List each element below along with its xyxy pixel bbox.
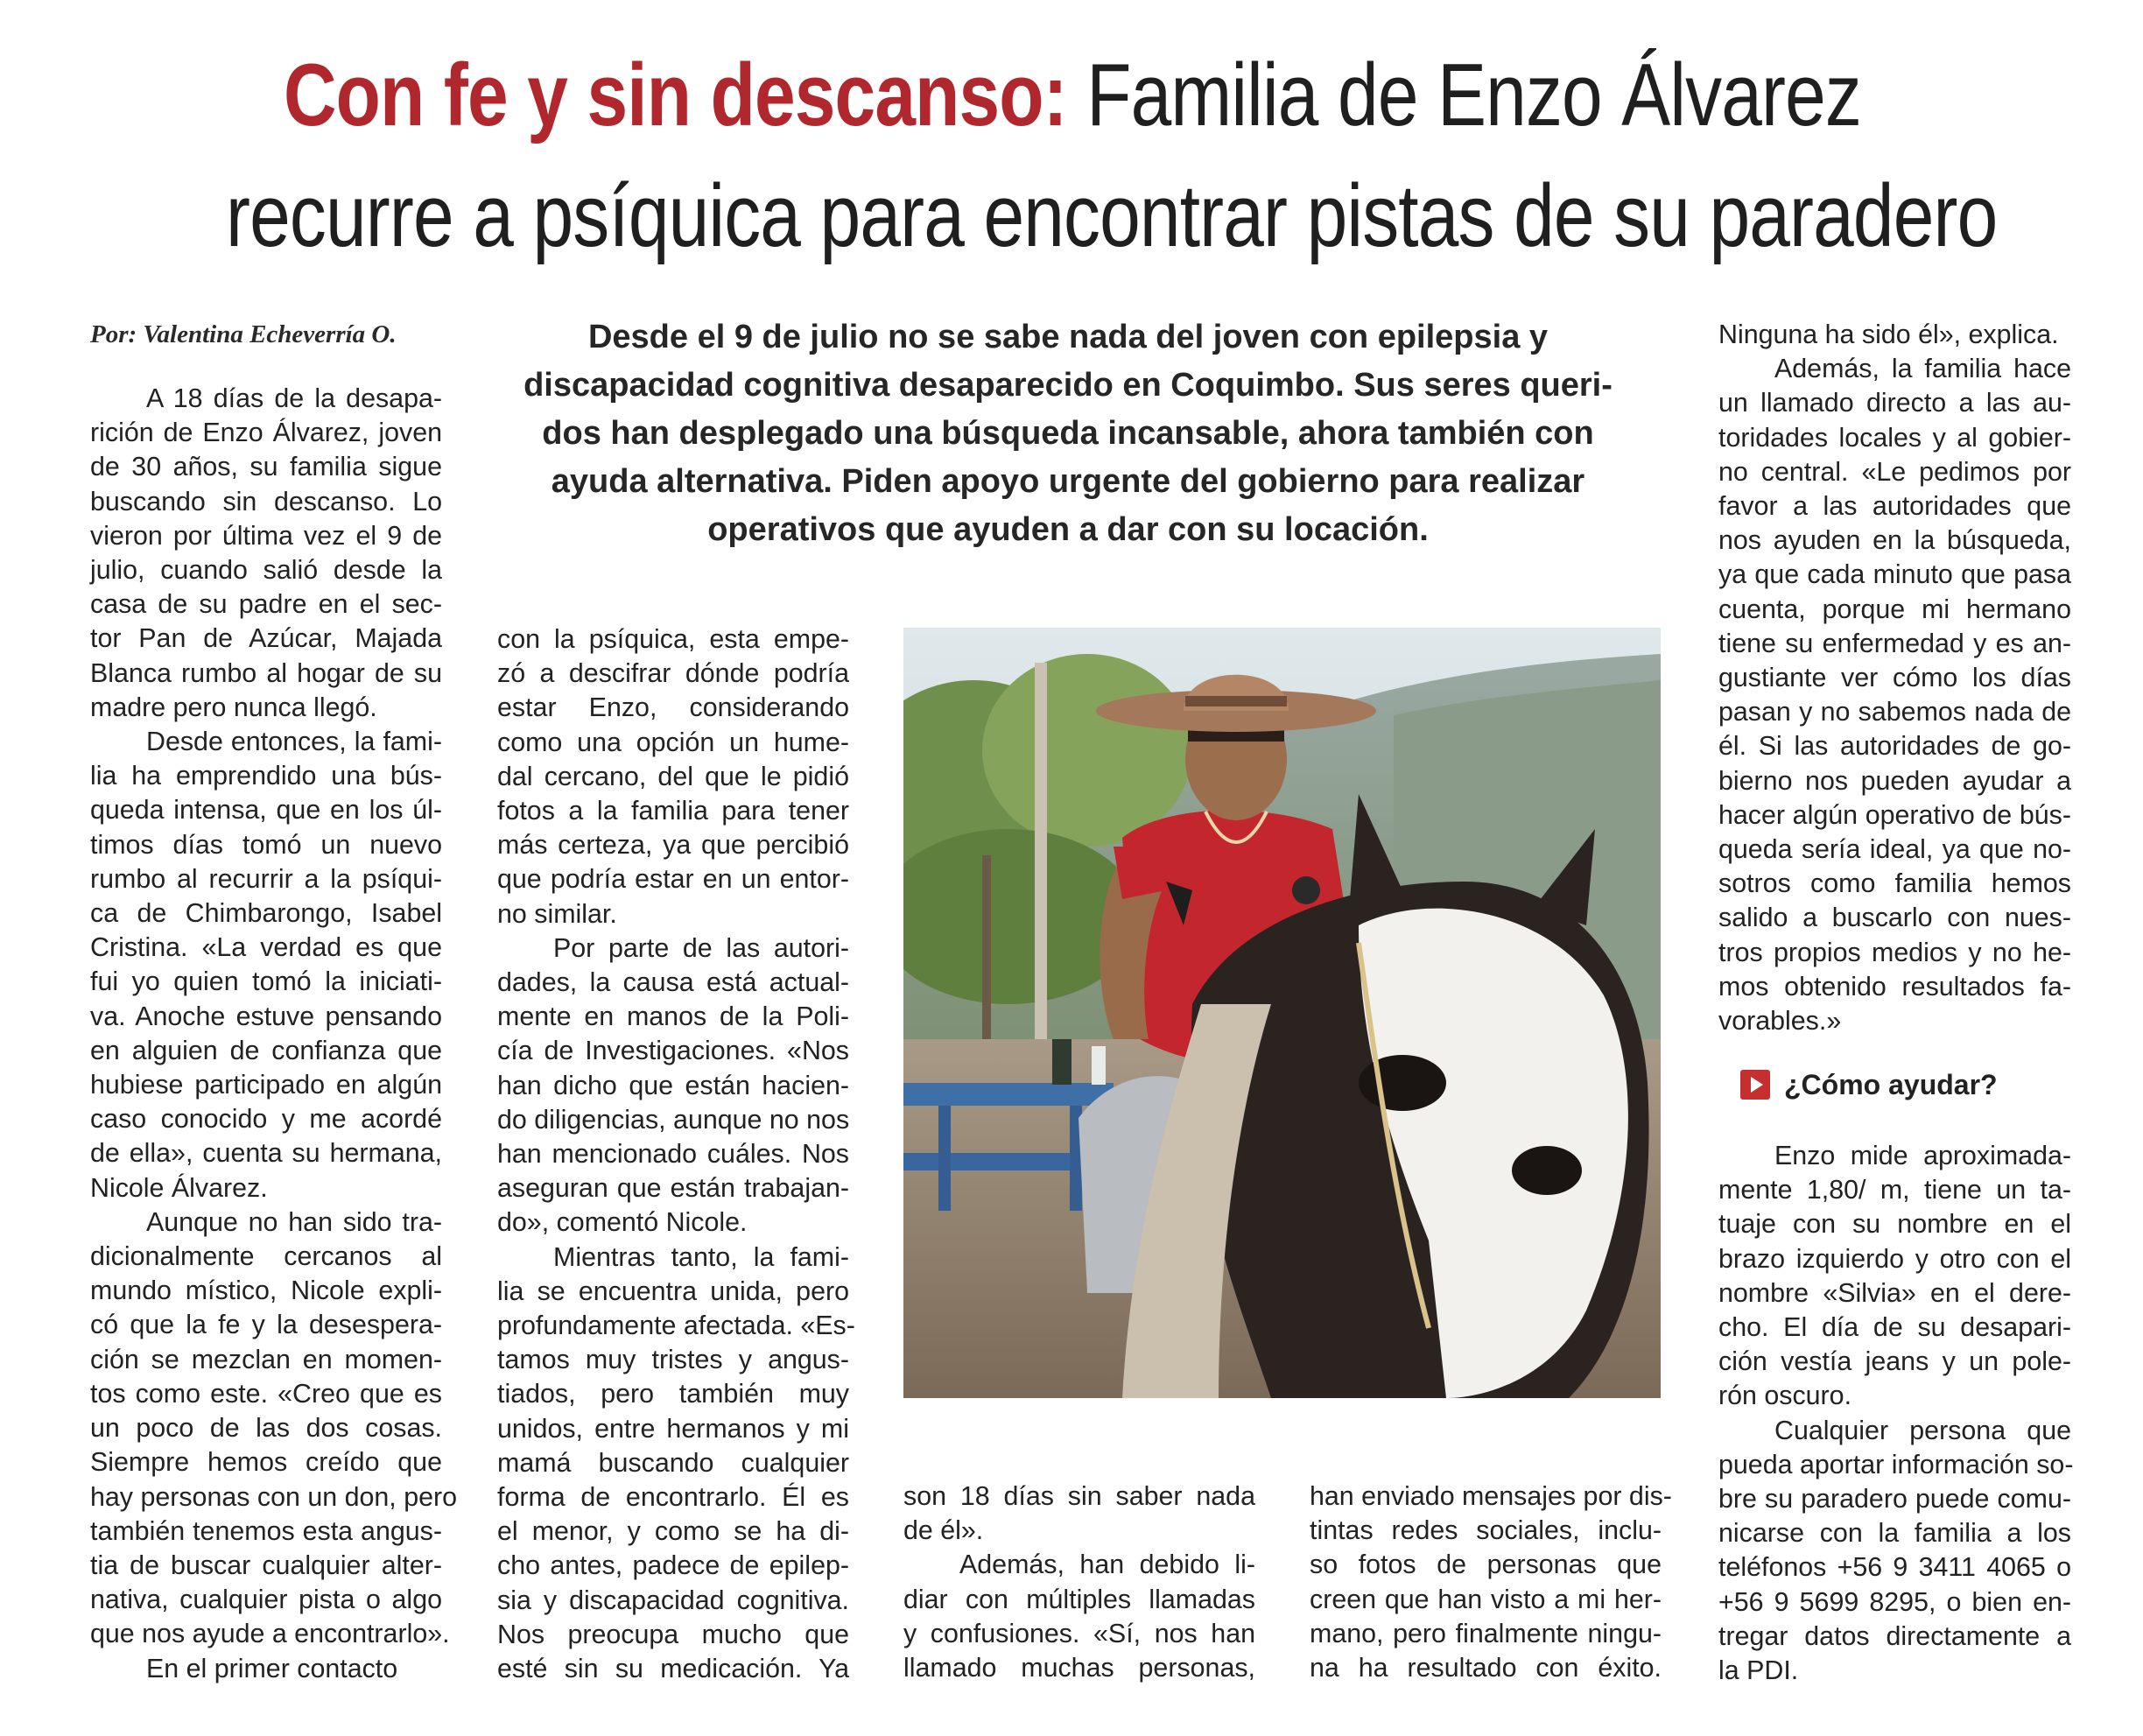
body-line: hacer algún operativo de bús-: [1718, 799, 2071, 830]
article-column-4: [1310, 1479, 1672, 1685]
body-line: profundamente afectada. «Es-: [497, 1311, 855, 1341]
body-line: dicionalmente cercanos al: [90, 1241, 442, 1272]
headline-line-1: [226, 35, 1919, 156]
body-line: queda intensa, que en los úl-: [90, 795, 442, 826]
body-line: de él».: [903, 1515, 984, 1546]
body-line: gustiante ver cómo los días: [1718, 663, 2071, 693]
body-line: diar con múltiples llamadas: [903, 1584, 1255, 1614]
body-line: Además, han debido li-: [959, 1550, 1255, 1580]
body-line: Nos preocupa mucho que: [497, 1619, 849, 1649]
body-line: tos como este. «Creo que es: [90, 1378, 442, 1409]
body-line: va. Anoche estuve pensando: [90, 1001, 442, 1031]
body-line: un llamado directo a las au-: [1718, 388, 2071, 418]
subhead-text: ¿Cómo ayudar?: [1784, 1069, 1998, 1100]
body-line: son 18 días sin saber nada: [903, 1481, 1255, 1511]
body-line: Aunque no han sido tra-: [146, 1206, 442, 1237]
body-line: lia ha emprendido una bús-: [90, 761, 442, 791]
body-line: ya que cada minuto que pasa: [1718, 559, 2071, 590]
body-line: Siempre hemos creído que: [90, 1447, 442, 1478]
body-line: que podría estar en un entor-: [497, 864, 849, 895]
body-line: salido a buscarlo con nues-: [1718, 903, 2071, 933]
headline-rest: Familia de Enzo Álvarez: [1066, 46, 1862, 144]
body-line: ción vestía jeans y un pole-: [1718, 1346, 2071, 1377]
body-line: do diligencias, aunque no nos: [497, 1104, 850, 1135]
body-line: rición de Enzo Álvarez, joven: [90, 418, 442, 448]
body-line: él. Si las autoridades de go-: [1718, 731, 2071, 762]
body-line: madre pero nunca llegó.: [90, 692, 377, 722]
body-line: tamos muy tristes y angus-: [497, 1345, 849, 1375]
lead-line: operativos que ayuden a dar con su locación.: [707, 511, 1429, 548]
body-line: ca de Chimbarongo, Isabel: [90, 898, 442, 929]
body-line: unidos, entre hermanos y mi: [497, 1413, 849, 1444]
body-line: mano, pero finalmente ningu-: [1310, 1618, 1662, 1648]
body-line: esté sin su medicación. Ya: [497, 1654, 849, 1684]
body-line: estar Enzo, considerando: [497, 692, 849, 723]
body-line: tintas redes sociales, inclu-: [1310, 1515, 1662, 1546]
body-line: tregar datos directamente a: [1718, 1620, 2071, 1651]
body-line: A 18 días de la desapa-: [146, 383, 442, 413]
body-line: un poco de las dos cosas.: [90, 1413, 442, 1444]
body-line: do», comentó Nicole.: [497, 1207, 748, 1238]
body-line: más certeza, ya que percibió: [497, 830, 849, 861]
body-line: y confusiones. «Sí, nos han: [903, 1618, 1255, 1648]
body-line: rumbo al recurrir a la psíqui-: [90, 863, 442, 894]
body-line: rón oscuro.: [1718, 1381, 1852, 1411]
body-line: Cualquier persona que: [1774, 1415, 2071, 1445]
lead-line: ayuda alternativa. Piden apoyo urgente del gobierno para realizar: [551, 463, 1585, 500]
body-line: cuenta, porque mi hermano: [1718, 594, 2071, 624]
body-line: hay personas con un don, pero: [90, 1481, 458, 1512]
lead-paragraph: [499, 313, 1637, 554]
body-line: mente en manos de la Poli-: [497, 1002, 849, 1032]
body-line: cía de Investigaciones. «Nos: [497, 1036, 849, 1066]
body-line: el menor, y como se ha di-: [497, 1516, 849, 1547]
body-line: Además, la familia hace: [1774, 354, 2071, 384]
body-line: han dicho que están hacien-: [497, 1070, 849, 1100]
body-line: bierno nos pueden ayudar a: [1718, 765, 2071, 796]
how-to-help-subhead: [1740, 1067, 1998, 1102]
body-line: también tenemos esta angus-: [90, 1515, 442, 1546]
body-line: aseguran que están trabajan-: [497, 1173, 849, 1204]
article-photo: [903, 628, 1661, 1398]
headline: [226, 35, 1998, 277]
article-column-1: [90, 382, 458, 1686]
article-column-5: [1718, 318, 2071, 1038]
body-line: pueda aportar información so-: [1718, 1449, 2074, 1479]
body-line: nativa, cualquier pista o algo: [90, 1585, 442, 1615]
body-line: lia se encuentra unida, pero: [497, 1276, 849, 1306]
body-line: teléfonos +56 9 3411 4065 o: [1718, 1552, 2071, 1583]
body-line: no similar.: [497, 898, 617, 929]
body-line: la PDI.: [1718, 1655, 1799, 1686]
body-line: tor Pan de Azúcar, Majada: [90, 623, 442, 654]
body-line: pasan y no sabemos nada de: [1718, 697, 2071, 727]
body-line: Mientras tanto, la fami-: [553, 1241, 849, 1272]
body-line: con la psíquica, esta empe-: [497, 624, 849, 654]
body-line: como una opción un hume-: [497, 727, 849, 757]
body-line: timos días tomó un nuevo: [90, 829, 442, 860]
body-line: han mencionado cuáles. Nos: [497, 1139, 849, 1170]
body-line: có que la fe y la desespera-: [90, 1310, 442, 1340]
body-line: Por parte de las autori-: [553, 932, 849, 963]
lead-line: Desde el 9 de julio no se sabe nada del joven con epilepsia y: [587, 319, 1549, 355]
body-line: caso conocido y me acordé: [90, 1104, 442, 1135]
body-line: buscando sin descanso. Lo: [90, 486, 442, 517]
body-line: sotros como familia hemos: [1718, 868, 2071, 899]
article-column-2: [497, 622, 855, 1686]
body-line: mente 1,80/ m, tiene un ta-: [1718, 1175, 2071, 1205]
body-line: tiene su enfermedad y es an-: [1718, 628, 2071, 658]
body-line: En el primer contacto: [146, 1653, 398, 1683]
body-line: nombre «Silvia» en el dere-: [1718, 1277, 2071, 1308]
lead-line: discapacidad cognitiva desaparecido en Coquimbo. Sus seres queri-: [523, 367, 1613, 404]
body-line: Ninguna ha sido él», explica.: [1718, 320, 2059, 349]
body-line: nos ayuden en la búsqueda,: [1718, 525, 2071, 556]
article-column-3: [903, 1479, 1255, 1685]
body-line: julio, cuando salió desde la: [90, 555, 442, 586]
body-line: mundo místico, Nicole expli-: [90, 1276, 442, 1306]
body-line: dal cercano, del que le pidió: [497, 761, 849, 791]
body-line: creen que han visto a mi her-: [1310, 1584, 1662, 1614]
body-line: bre su paradero puede comu-: [1718, 1484, 2071, 1515]
byline: Por: Valentina Echeverría O.: [90, 320, 397, 348]
body-line: brazo izquierdo y otro con el: [1718, 1243, 2071, 1274]
body-line: de 30 años, su familia sigue: [90, 452, 442, 482]
body-line: que nos ayude a encontrarlo».: [90, 1619, 450, 1649]
body-line: no central. «Le pedimos por: [1718, 456, 2071, 487]
headline-kicker: Con fe y sin descanso:: [283, 46, 1067, 144]
body-line: han enviado mensajes por dis-: [1310, 1481, 1672, 1511]
play-arrow-icon: [1740, 1070, 1770, 1100]
body-line: fui yo quien tomó la iniciati-: [90, 966, 442, 997]
body-line: Blanca rumbo al hogar de su: [90, 657, 442, 688]
headline-line-2: recurre a psíquica para encontrar pistas de su paradero: [226, 167, 1998, 265]
body-line: tuaje con su nombre en el: [1718, 1209, 2071, 1240]
body-line: hubiese participado en algún: [90, 1070, 442, 1100]
body-line: fotos a la familia para tener: [497, 796, 849, 826]
lead-line: dos han desplegado una búsqueda incansable, ahora también con: [542, 415, 1594, 452]
body-line: cho antes, padece de epilep-: [497, 1550, 849, 1581]
body-line: toridades locales y al gobier-: [1718, 422, 2071, 453]
body-line: de ella», cuenta su hermana,: [90, 1138, 442, 1169]
body-line: ción se mezclan en momen-: [90, 1344, 442, 1374]
body-line: mamá buscando cualquier: [497, 1447, 849, 1478]
body-line: Cristina. «La verdad es que: [90, 932, 442, 963]
body-line: mos obtenido resultados fa-: [1718, 971, 2071, 1002]
body-line: Desde entonces, la fami-: [146, 727, 442, 757]
body-line: +56 9 5699 8295, o bien en-: [1718, 1586, 2071, 1617]
body-line: tiados, pero también muy: [497, 1379, 849, 1409]
body-line: llamado muchas personas,: [903, 1653, 1255, 1683]
body-line: en alguien de confianza que: [90, 1035, 442, 1065]
photo-man-on-horse: [903, 628, 1661, 1398]
body-line: Nicole Álvarez.: [90, 1172, 268, 1203]
body-line: vorables.»: [1718, 1006, 1842, 1037]
body-line: nicarse con la familia a los: [1718, 1518, 2071, 1549]
body-line: dades, la causa está actual-: [497, 967, 849, 998]
body-line: na ha resultado con éxito.: [1310, 1653, 1662, 1683]
body-line: sia y discapacidad cognitiva.: [497, 1585, 849, 1615]
body-line: queda sería ideal, ya que no-: [1718, 834, 2071, 865]
body-line: casa de su padre en el sec-: [90, 589, 442, 620]
body-line: favor a las autoridades que: [1718, 491, 2071, 522]
body-line: forma de encontrarlo. Él es: [497, 1482, 849, 1513]
body-line: cho. El día de su desapari-: [1718, 1312, 2071, 1343]
body-line: tros propios medios y no he-: [1718, 937, 2071, 967]
body-line: tia de buscar cualquier alter-: [90, 1550, 442, 1580]
body-line: vieron por última vez el 9 de: [90, 520, 442, 551]
body-line: so fotos de personas que: [1310, 1550, 1662, 1580]
body-line: Enzo mide aproximada-: [1774, 1141, 2071, 1170]
article-column-6: [1718, 1139, 2074, 1688]
body-line: zó a descifrar dónde podría: [497, 658, 849, 689]
